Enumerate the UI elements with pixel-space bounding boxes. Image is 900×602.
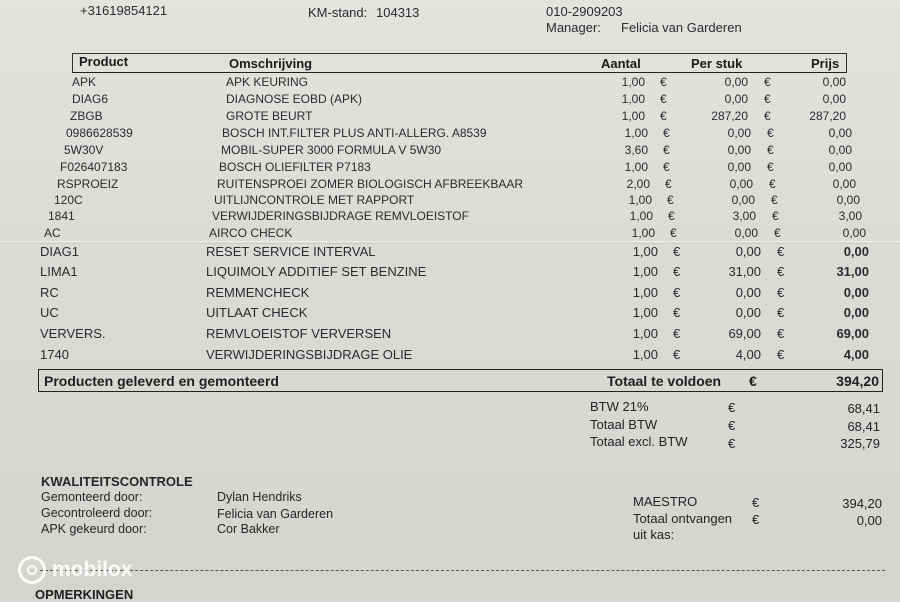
cash-label: uit kas: bbox=[633, 527, 675, 542]
item-description: VERWIJDERINGSBIJDRAGE REMVLOEISTOF bbox=[212, 209, 469, 223]
table-row bbox=[0, 109, 900, 127]
received-label: Totaal ontvangen bbox=[633, 511, 733, 526]
delivered-label: Producten geleverd en gemonteerd bbox=[44, 373, 279, 389]
item-quantity: 3,60 bbox=[624, 143, 648, 157]
item-code: 1740 bbox=[40, 347, 69, 362]
item-unit-price: 0,00 bbox=[729, 177, 753, 191]
item-unit-currency: € bbox=[673, 244, 681, 259]
total-label: Totaal te voldoen bbox=[607, 373, 722, 389]
item-price: 0,00 bbox=[843, 244, 869, 259]
item-quantity: 1,00 bbox=[632, 285, 658, 300]
item-code: RSPROEIZ bbox=[57, 177, 119, 191]
mobilox-logo-icon bbox=[18, 556, 46, 584]
item-description: RUITENSPROEI ZOMER BIOLOGISCH AFBREEKBAAR bbox=[217, 177, 524, 191]
table-row bbox=[0, 347, 900, 367]
item-quantity: 1,00 bbox=[632, 326, 658, 341]
item-description: DIAGNOSE EOBD (APK) bbox=[226, 92, 363, 106]
item-unit-currency: € bbox=[670, 226, 677, 240]
total-value: 394,20 bbox=[836, 373, 879, 389]
item-description: UITLIJNCONTROLE MET RAPPORT bbox=[214, 193, 415, 207]
item-description: VERWIJDERINGSBIJDRAGE OLIE bbox=[206, 347, 413, 362]
received-currency: € bbox=[752, 512, 760, 527]
item-code: RC bbox=[40, 285, 59, 300]
item-quantity: 1,00 bbox=[621, 109, 645, 123]
checked-by-label: Gecontroleerd door: bbox=[41, 506, 153, 520]
watermark-logo bbox=[18, 556, 133, 584]
item-price: 69,00 bbox=[836, 326, 869, 341]
item-quantity: 1,00 bbox=[632, 347, 658, 362]
item-price-currency: € bbox=[774, 226, 781, 240]
item-price-currency: € bbox=[771, 193, 778, 207]
excl-vat-currency: € bbox=[728, 436, 736, 451]
item-price: 0,00 bbox=[843, 305, 869, 320]
item-unit-currency: € bbox=[660, 75, 667, 89]
manager-label: Manager: bbox=[546, 20, 601, 35]
item-quantity: 2,00 bbox=[626, 177, 650, 191]
item-price: 0,00 bbox=[832, 177, 856, 191]
item-code: VERVERS. bbox=[40, 326, 106, 341]
item-price-currency: € bbox=[772, 209, 779, 223]
payment-value: 394,20 bbox=[842, 496, 882, 511]
item-unit-price: 287,20 bbox=[711, 109, 748, 123]
item-unit-price: 0,00 bbox=[731, 193, 755, 207]
payment-method: MAESTRO bbox=[633, 494, 698, 509]
mounted-by-name: Dylan Hendriks bbox=[217, 490, 302, 504]
payment-currency: € bbox=[752, 495, 760, 510]
item-description: AIRCO CHECK bbox=[209, 226, 293, 240]
item-unit-price: 0,00 bbox=[724, 92, 748, 106]
watermark-text: mobilox bbox=[52, 558, 133, 581]
table-row bbox=[0, 285, 900, 305]
column-product: Product bbox=[79, 54, 129, 69]
item-code: 120C bbox=[54, 193, 83, 207]
table-row bbox=[0, 326, 900, 346]
vat-value: 68,41 bbox=[847, 401, 880, 416]
item-price: 0,00 bbox=[836, 193, 860, 207]
item-code: LIMA1 bbox=[40, 264, 78, 279]
item-code: 1841 bbox=[48, 209, 75, 223]
item-description: MOBIL-SUPER 3000 FORMULA V 5W30 bbox=[221, 143, 442, 157]
apk-by-name: Cor Bakker bbox=[217, 522, 280, 536]
item-price-currency: € bbox=[767, 143, 774, 157]
item-price-currency: € bbox=[777, 264, 785, 279]
item-unit-currency: € bbox=[673, 347, 681, 362]
item-price-currency: € bbox=[767, 126, 774, 140]
item-unit-price: 3,00 bbox=[732, 209, 756, 223]
item-price: 0,00 bbox=[828, 143, 852, 157]
table-row bbox=[0, 92, 900, 110]
item-description: APK KEURING bbox=[226, 75, 309, 89]
item-unit-price: 4,00 bbox=[735, 347, 761, 362]
item-price: 0,00 bbox=[842, 226, 866, 240]
remarks-title: OPMERKINGEN bbox=[35, 587, 134, 602]
item-unit-price: 0,00 bbox=[734, 226, 758, 240]
item-unit-price: 0,00 bbox=[735, 285, 761, 300]
vat-currency: € bbox=[728, 400, 736, 415]
item-quantity: 1,00 bbox=[632, 244, 658, 259]
total-box bbox=[38, 369, 883, 392]
km-label: KM-stand: bbox=[308, 5, 368, 20]
item-price-currency: € bbox=[777, 285, 785, 300]
item-unit-price: 0,00 bbox=[735, 244, 761, 259]
item-price-currency: € bbox=[777, 244, 785, 259]
total-vat-label: Totaal BTW bbox=[590, 417, 658, 432]
item-unit-price: 0,00 bbox=[727, 126, 751, 140]
item-unit-currency: € bbox=[663, 126, 670, 140]
excl-vat-value: 325,79 bbox=[840, 436, 880, 451]
item-description: REMMENCHECK bbox=[206, 285, 310, 300]
item-code: APK bbox=[72, 75, 97, 89]
total-vat-value: 68,41 bbox=[847, 419, 880, 434]
item-price-currency: € bbox=[764, 92, 771, 106]
item-quantity: 1,00 bbox=[621, 92, 645, 106]
item-description: BOSCH INT.FILTER PLUS ANTI-ALLERG. A8539 bbox=[222, 126, 487, 140]
column-description: Omschrijving bbox=[229, 56, 313, 71]
item-description: UITLAAT CHECK bbox=[206, 305, 308, 320]
item-quantity: 1,00 bbox=[631, 226, 655, 240]
item-code: F026407183 bbox=[60, 160, 128, 174]
item-quantity: 1,00 bbox=[632, 264, 658, 279]
item-price: 3,00 bbox=[838, 209, 862, 223]
km-value: 104313 bbox=[376, 5, 420, 20]
item-unit-price: 31,00 bbox=[728, 264, 761, 279]
item-unit-price: 0,00 bbox=[727, 143, 751, 157]
column-quantity: Aantal bbox=[601, 56, 641, 71]
item-code: ZBGB bbox=[70, 109, 103, 123]
item-code: UC bbox=[40, 305, 59, 320]
item-price: 287,20 bbox=[809, 109, 846, 123]
item-price: 0,00 bbox=[843, 285, 869, 300]
item-description: LIQUIMOLY ADDITIEF SET BENZINE bbox=[206, 264, 427, 279]
item-price: 0,00 bbox=[822, 75, 846, 89]
item-price-currency: € bbox=[777, 347, 785, 362]
item-code: DIAG6 bbox=[72, 92, 109, 106]
column-unit-price: Per stuk bbox=[691, 56, 743, 71]
item-unit-currency: € bbox=[667, 193, 674, 207]
item-unit-price: 0,00 bbox=[727, 160, 751, 174]
item-quantity: 1,00 bbox=[621, 75, 645, 89]
item-unit-currency: € bbox=[668, 209, 675, 223]
item-unit-currency: € bbox=[673, 326, 681, 341]
excl-vat-label: Totaal excl. BTW bbox=[590, 434, 688, 449]
item-price-currency: € bbox=[764, 109, 771, 123]
item-code: 5W30V bbox=[64, 143, 104, 157]
item-unit-currency: € bbox=[660, 109, 667, 123]
item-quantity: 1,00 bbox=[632, 305, 658, 320]
total-currency: € bbox=[749, 373, 757, 389]
item-unit-price: 0,00 bbox=[724, 75, 748, 89]
item-code: 0986628539 bbox=[66, 126, 133, 140]
item-price: 4,00 bbox=[843, 347, 869, 362]
item-unit-currency: € bbox=[665, 177, 672, 191]
item-unit-currency: € bbox=[673, 285, 681, 300]
item-unit-currency: € bbox=[660, 92, 667, 106]
column-price: Prijs bbox=[811, 56, 840, 71]
table-row bbox=[0, 160, 900, 178]
quality-title: KWALITEITSCONTROLE bbox=[41, 474, 193, 489]
table-row bbox=[0, 209, 900, 227]
divider bbox=[40, 570, 885, 571]
table-row bbox=[0, 264, 900, 284]
item-price-currency: € bbox=[764, 75, 771, 89]
item-code: DIAG1 bbox=[40, 244, 80, 259]
manager-name: Felicia van Garderen bbox=[621, 20, 742, 35]
table-row bbox=[0, 305, 900, 325]
item-price-currency: € bbox=[769, 177, 776, 191]
item-quantity: 1,00 bbox=[624, 160, 648, 174]
received-value: 0,00 bbox=[856, 513, 882, 528]
item-unit-price: 69,00 bbox=[728, 326, 761, 341]
item-unit-currency: € bbox=[663, 160, 670, 174]
item-price: 0,00 bbox=[828, 126, 852, 140]
item-description: GROTE BEURT bbox=[226, 109, 313, 123]
item-description: BOSCH OLIEFILTER P7183 bbox=[219, 160, 371, 174]
item-price-currency: € bbox=[767, 160, 774, 174]
item-code: AC bbox=[44, 226, 61, 240]
paper-fold bbox=[0, 241, 900, 244]
shop-phone: 010-2909203 bbox=[546, 4, 623, 19]
item-quantity: 1,00 bbox=[629, 209, 653, 223]
item-unit-currency: € bbox=[663, 143, 670, 157]
item-price-currency: € bbox=[777, 326, 785, 341]
item-price-currency: € bbox=[777, 305, 785, 320]
item-quantity: 1,00 bbox=[628, 193, 652, 207]
item-description: RESET SERVICE INTERVAL bbox=[206, 244, 376, 259]
item-price: 31,00 bbox=[836, 264, 869, 279]
item-unit-currency: € bbox=[673, 264, 681, 279]
item-quantity: 1,00 bbox=[624, 126, 648, 140]
customer-phone: +31619854121 bbox=[80, 3, 168, 18]
table-row bbox=[0, 143, 900, 161]
table-row bbox=[0, 244, 900, 264]
vat-label: BTW 21% bbox=[590, 399, 649, 414]
table-row bbox=[0, 126, 900, 144]
table-header bbox=[72, 53, 847, 73]
item-price: 0,00 bbox=[828, 160, 852, 174]
checked-by-name: Felicia van Garderen bbox=[217, 507, 334, 521]
item-unit-currency: € bbox=[673, 305, 681, 320]
item-description: REMVLOEISTOF VERVERSEN bbox=[206, 326, 392, 341]
apk-by-label: APK gekeurd door: bbox=[41, 522, 147, 536]
total-vat-currency: € bbox=[728, 418, 736, 433]
item-unit-price: 0,00 bbox=[735, 305, 761, 320]
mounted-by-label: Gemonteerd door: bbox=[41, 490, 143, 504]
item-price: 0,00 bbox=[822, 92, 846, 106]
table-row bbox=[0, 75, 900, 93]
